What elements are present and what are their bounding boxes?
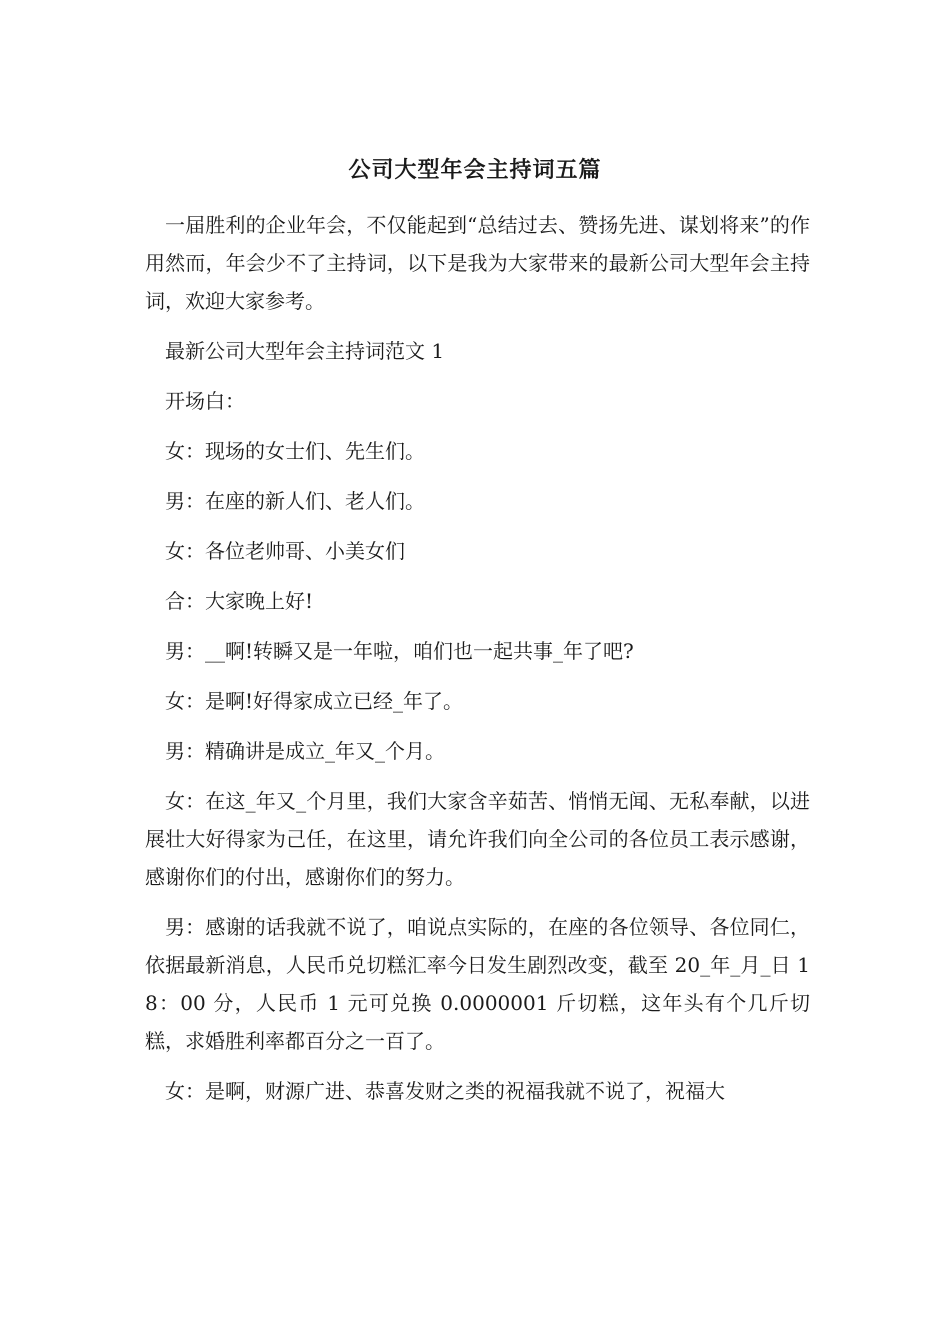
- paragraph: 女：是啊!好得家成立已经_年了。: [165, 689, 464, 713]
- paragraph: 男：在座的新人们、老人们。: [165, 489, 425, 513]
- paragraph: 男：感谢的话我就不说了，咱说点实际的，在座的各位领导、各位同仁，依据最新消息，人民币兑切糕汇率今日发生剧烈改变，截至 20_年_月_日 18：00 分，人民币 1 元可兑换 0.0000001 斤切糕，这年头有个几斤切糕，求婚胜利率都百分之一百了。: [145, 915, 810, 1053]
- paragraph: 男：__啊!转瞬又是一年啦，咱们也一起共事_年了吧?: [165, 639, 634, 663]
- paragraph: 男：精确讲是成立_年又_个月。: [165, 739, 445, 763]
- paragraph: 开场白：: [165, 389, 245, 413]
- paragraph: 最新公司大型年会主持词范文 1: [165, 339, 445, 363]
- paragraph: 女：现场的女士们、先生们。: [165, 439, 425, 463]
- document-body: [145, 206, 810, 1122]
- document-title: 公司大型年会主持词五篇: [348, 157, 602, 183]
- paragraph: 女：各位老帅哥、小美女们: [165, 539, 405, 563]
- paragraph: 女：在这_年又_个月里，我们大家含辛茹苦、悄悄无闻、无私奉献，以进展壮大好得家为己任，在这里，请允许我们向全公司的各位员工表示感谢，感谢你们的付出，感谢你们的努力。: [145, 789, 810, 889]
- paragraph: 合：大家晚上好!: [165, 589, 314, 613]
- paragraph: 一届胜利的企业年会，不仅能起到“总结过去、赞扬先进、谋划将来”的作用然而，年会少不了主持词，以下是我为大家带来的最新公司大型年会主持词，欢迎大家参考。: [145, 213, 810, 313]
- paragraph: 女：是啊，财源广进、恭喜发财之类的祝福我就不说了，祝福大: [165, 1079, 725, 1103]
